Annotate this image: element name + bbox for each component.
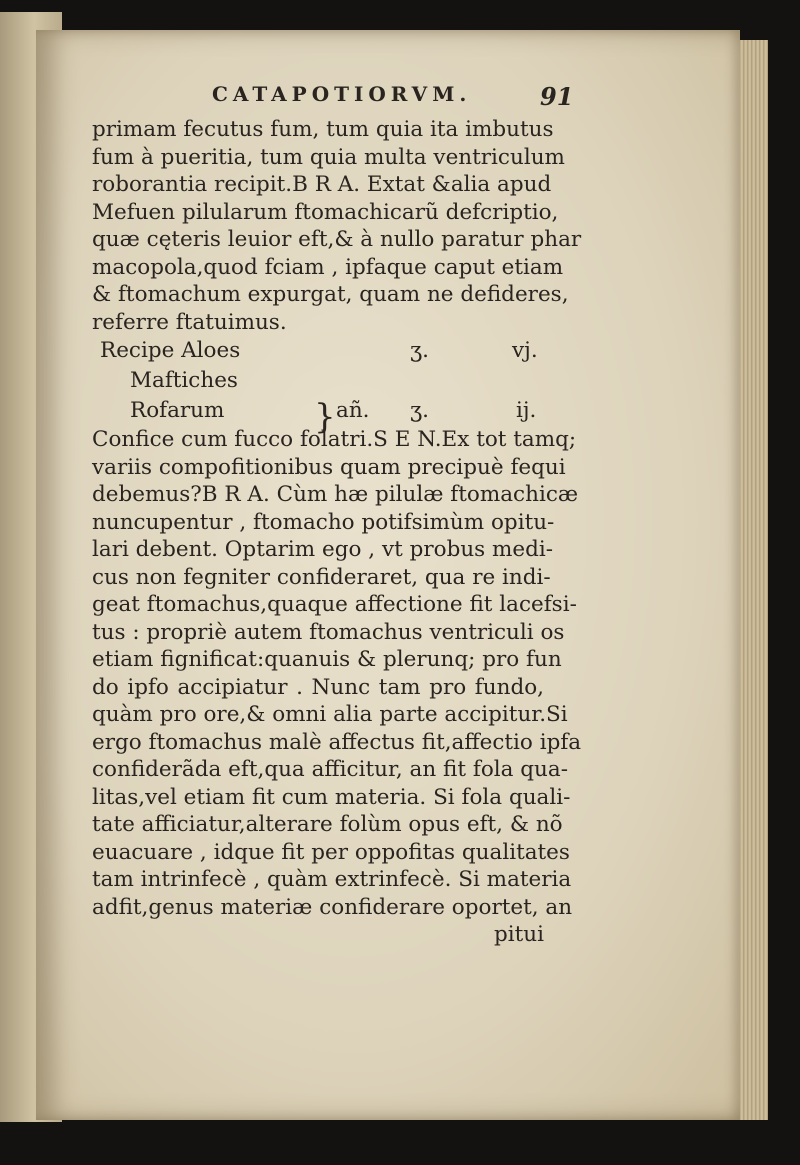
recipe-ingredient: Maftiches (130, 368, 238, 393)
running-head: CATAPOTIORVM. (212, 82, 472, 106)
text-line: geat ftomachus,quaque affectione fit lacefsi- (92, 592, 577, 617)
paragraph-2 (92, 426, 582, 949)
text-line: quàm pro ore,& omni alia parte accipitur.Si (92, 702, 568, 727)
page-header (92, 78, 574, 116)
recipe-ana: añ. (336, 398, 370, 423)
text-line: ergo ftomachus malè affectus fit,affectio ipfa (92, 729, 582, 755)
text-line: tam intrinfecè , quàm extrinfecè. Si materia (92, 867, 572, 892)
text-block (92, 78, 582, 949)
text-line: adfit,genus materiæ confiderare oportet, an (92, 894, 573, 920)
text-line: & ftomachum expurgat, quam ne defideres, (92, 282, 569, 307)
text-line: do ipfo accipiatur . Nunc tam pro fundo, (92, 674, 544, 700)
recipe-line (92, 366, 544, 396)
folio-number: 91 (540, 82, 574, 111)
text-line: Mefuen pilularum ftomachicarũ defcriptio, (92, 199, 559, 225)
recipe-block (92, 336, 544, 437)
recipe-quantity: ij. (516, 398, 537, 423)
text-line: lari debent. Optarim ego , vt probus medi- (92, 537, 554, 562)
text-line: variis compofitionibus quam precipuè fequi (92, 454, 566, 480)
recipe-unit: ʒ. (410, 338, 429, 363)
paragraph-1 (92, 116, 582, 336)
recipe-line (92, 396, 544, 437)
text-line: Confice cum fucco folatri.S E N.Ex tot tamq; (92, 427, 577, 452)
recipe-ingredient: Recipe Aloes (100, 338, 241, 363)
text-line: referre ftatuimus. (92, 309, 287, 335)
text-line: cus non fegniter confideraret, qua re indi- (92, 564, 551, 590)
text-line: debemus?B R A. Cùm hæ pilulæ ftomachicæ (92, 482, 579, 507)
text-line: etiam fignificat:quanuis & plerunq; pro fun (92, 647, 562, 672)
text-line: euacuare , idque fit per oppofitas qualitates (92, 839, 570, 865)
catchword: pitui (493, 922, 544, 947)
recipe-unit: ʒ. (410, 398, 429, 423)
page-edges-fore (740, 40, 768, 1120)
brace-mark: } (314, 397, 336, 437)
text-line: roborantia recipit.B R A. Extat &alia apud (92, 172, 552, 197)
recipe-ingredient: Rofarum (130, 398, 225, 423)
text-line: primam fecutus fum, tum quia ita imbutus (92, 117, 554, 142)
recipe-line (92, 336, 544, 366)
text-line: litas,vel etiam fit cum materia. Si fola quali- (92, 784, 571, 810)
text-line: confiderãda eft,qua afficitur, an fit fola qua- (92, 757, 568, 782)
text-line: macopola,quod fciam , ipfaque caput etiam (92, 254, 564, 280)
text-line: fum à pueritia, tum quia multa ventriculum (92, 144, 565, 170)
text-line: nuncupentur , ftomacho potifsimùm opitu- (92, 509, 555, 535)
text-line: tus : propriè autem ftomachus ventriculi os (92, 619, 565, 645)
text-line: tate afficiatur,alterare folùm opus eft, & nõ (92, 812, 563, 837)
recipe-quantity: vj. (512, 338, 538, 363)
text-line: quæ cęteris leuior eft,& à nullo paratur phar (92, 227, 582, 252)
